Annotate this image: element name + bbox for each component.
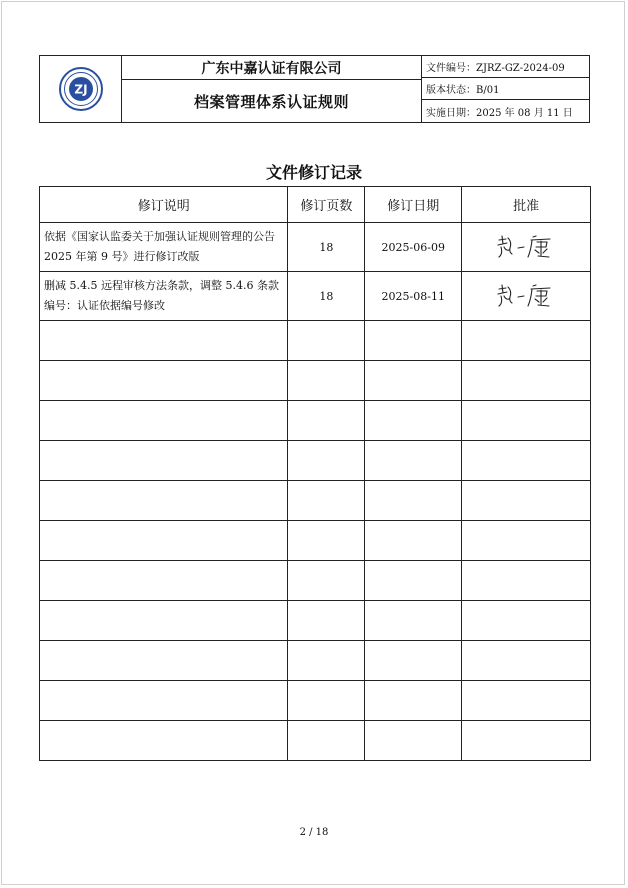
- doc-number: 文件编号：ZJRZ-GZ-2024-09: [422, 56, 589, 78]
- revision-date: 2025-06-09: [365, 223, 462, 272]
- revision-description: 删减 5.4.5 远程审核方法条款，调整 5.4.6 条款编号：认证依据编号修改: [40, 272, 288, 321]
- empty-row: [40, 721, 591, 761]
- revision-table: [39, 186, 591, 761]
- empty-row: [40, 321, 591, 361]
- empty-row: [40, 561, 591, 601]
- company-name: 广东中嘉认证有限公司: [122, 56, 421, 80]
- approval-cell: [462, 272, 591, 321]
- document-header: [39, 55, 590, 123]
- empty-row: [40, 441, 591, 481]
- empty-row: [40, 641, 591, 681]
- table-row: [40, 223, 591, 272]
- empty-row: [40, 521, 591, 561]
- revision-date: 2025-08-11: [365, 272, 462, 321]
- header-meta: [422, 56, 589, 122]
- logo-cell: [40, 56, 122, 122]
- effective-date: 实施日期：2025 年 08 月 11 日: [426, 107, 573, 119]
- empty-row: [40, 681, 591, 721]
- header-middle: [122, 56, 422, 122]
- revision-pages: 18: [288, 272, 365, 321]
- section-title: 文件修订记录: [265, 163, 362, 182]
- revision-description: 依据《国家认监委关于加强认证规则管理的公告 2025 年第 9 号》进行修订改版: [40, 223, 288, 272]
- col-header-description: 修订说明: [40, 187, 288, 223]
- page-number: 2 / 18: [299, 827, 329, 838]
- table-header-row: [40, 187, 591, 223]
- col-header-date: 修订日期: [365, 187, 462, 223]
- svg-text:ZJ: ZJ: [73, 82, 88, 97]
- approver-signature: [493, 281, 559, 311]
- version-status: 版本状态：B/01: [422, 78, 589, 100]
- document-title: 档案管理体系认证规则: [193, 92, 349, 111]
- col-header-pages: 修订页数: [288, 187, 365, 223]
- empty-row: [40, 601, 591, 641]
- revision-pages: 18: [288, 223, 365, 272]
- empty-row: [40, 401, 591, 441]
- empty-row: [40, 481, 591, 521]
- col-header-approval: 批准: [462, 187, 591, 223]
- empty-row: [40, 361, 591, 401]
- company-logo: [58, 66, 104, 112]
- table-row: [40, 272, 591, 321]
- approval-cell: [462, 223, 591, 272]
- approver-signature: [493, 232, 559, 262]
